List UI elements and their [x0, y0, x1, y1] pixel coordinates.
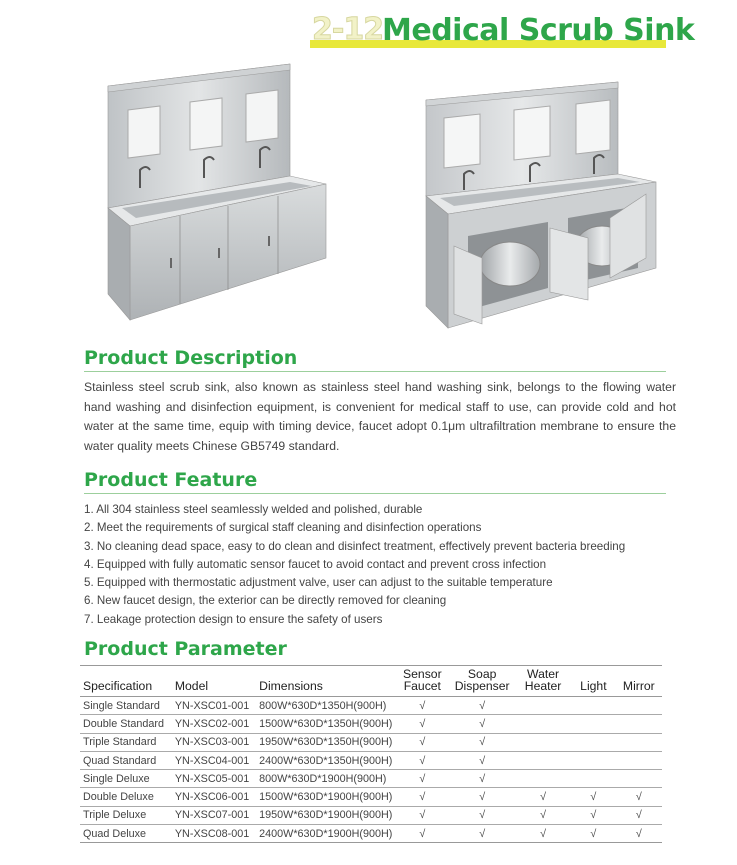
cell-sensor-faucet: √: [395, 697, 449, 715]
cell-soap-dispenser: √: [449, 715, 515, 733]
cell-specification: Quad Deluxe: [80, 825, 172, 843]
cell-soap-dispenser: √: [449, 825, 515, 843]
cell-dimensions: 1500W*630D*1900H(900H): [256, 788, 395, 806]
cell-specification: Single Deluxe: [80, 770, 172, 788]
feature-item: 5. Equipped with thermostatic adjustment valve, user can adjust to the suitable temperature: [84, 576, 553, 590]
cell-water-heater: √: [515, 825, 571, 843]
col-sensor-line1: Sensor: [403, 667, 442, 681]
cell-light: √: [571, 806, 616, 824]
table-row: [80, 788, 662, 806]
col-light: Light: [571, 666, 616, 697]
feature-item: 1. All 304 stainless steel seamlessly welded and polished, durable: [84, 503, 423, 516]
cell-sensor-faucet: √: [395, 751, 449, 769]
col-soap-line1: Soap: [467, 667, 497, 681]
cell-soap-dispenser: √: [449, 697, 515, 715]
table-row: [80, 770, 662, 788]
table-row: [80, 697, 662, 715]
cell-water-heater: [515, 733, 571, 751]
cell-water-heater: [515, 770, 571, 788]
cell-dimensions: 1950W*630D*1900H(900H): [256, 806, 395, 824]
cell-model: YN-XSC02-001: [172, 715, 256, 733]
cell-light: √: [571, 825, 616, 843]
description-text: Stainless steel scrub sink, also known as stainless steel hand washing sink, belongs to the flowing water hand washing and disinfection equipment, is convenient for medical staff to use, can provide cold and hot water at the same time, equip with timing device, faucet adopt 0.1μm ultrafiltration membrane to ensure the water quality meets Chinese GB5749 standard.: [84, 380, 676, 453]
three-station-scrub-sink-closed-icon: [100, 58, 340, 338]
cell-specification: Triple Standard: [80, 733, 172, 751]
cell-water-heater: [515, 751, 571, 769]
feature-item: 2. Meet the requirements of surgical staff cleaning and disinfection operations: [84, 521, 482, 535]
feature-item: 6. New faucet design, the exterior can be directly removed for cleaning: [84, 594, 447, 608]
feature-item: 7. Leakage protection design to ensure the safety of users: [84, 612, 383, 626]
three-station-scrub-sink-open-doors-icon: [418, 78, 668, 340]
cell-sensor-faucet: √: [395, 806, 449, 824]
cell-soap-dispenser: √: [449, 751, 515, 769]
cell-water-heater: [515, 697, 571, 715]
cell-specification: Quad Standard: [80, 751, 172, 769]
description-divider: [84, 371, 666, 372]
cell-mirror: [616, 751, 662, 769]
cell-mirror: [616, 697, 662, 715]
cell-dimensions: 1500W*630D*1350H(900H): [256, 715, 395, 733]
cell-water-heater: √: [515, 788, 571, 806]
cell-light: [571, 751, 616, 769]
col-sensor-faucet: [395, 666, 449, 697]
cell-soap-dispenser: √: [449, 788, 515, 806]
cell-specification: Triple Deluxe: [80, 806, 172, 824]
table-row: [80, 825, 662, 843]
col-specification: Specification: [80, 666, 172, 697]
cell-sensor-faucet: √: [395, 715, 449, 733]
col-sensor-line2: Faucet: [403, 679, 441, 693]
feature-item: 3. No cleaning dead space, easy to do clean and disinfect treatment, effectively prevent bacteria breeding: [84, 539, 626, 553]
col-water-line1: Water: [527, 667, 560, 681]
cell-soap-dispenser: √: [449, 733, 515, 751]
cell-mirror: √: [616, 788, 662, 806]
feature-heading: Product Feature: [84, 469, 258, 491]
cell-mirror: [616, 715, 662, 733]
cell-dimensions: 800W*630D*1900H(900H): [256, 770, 395, 788]
cell-light: [571, 770, 616, 788]
cell-soap-dispenser: √: [449, 806, 515, 824]
table-row: [80, 751, 662, 769]
cell-soap-dispenser: √: [449, 770, 515, 788]
cell-mirror: [616, 770, 662, 788]
cell-light: [571, 733, 616, 751]
cell-specification: Double Deluxe: [80, 788, 172, 806]
feature-item: 4. Equipped with fully automatic sensor faucet to avoid contact and prevent cross infection: [84, 557, 547, 571]
cell-dimensions: 2400W*630D*1350H(900H): [256, 751, 395, 769]
cell-sensor-faucet: √: [395, 733, 449, 751]
cell-model: YN-XSC01-001: [172, 697, 256, 715]
cell-dimensions: 2400W*630D*1900H(900H): [256, 825, 395, 843]
cell-dimensions: 1950W*630D*1350H(900H): [256, 733, 395, 751]
cell-water-heater: √: [515, 806, 571, 824]
table-row: [80, 715, 662, 733]
cell-sensor-faucet: √: [395, 770, 449, 788]
cell-model: YN-XSC04-001: [172, 751, 256, 769]
cell-specification: Single Standard: [80, 697, 172, 715]
parameter-header-row: [80, 666, 662, 697]
col-soap-line2: Dispenser: [454, 679, 510, 693]
page-header: [310, 10, 695, 50]
col-mirror: Mirror: [616, 666, 662, 697]
cell-specification: Double Standard: [80, 715, 172, 733]
cell-model: YN-XSC06-001: [172, 788, 256, 806]
cell-light: [571, 715, 616, 733]
col-soap-dispenser: [449, 666, 515, 697]
page-title: Medical Scrub Sink: [382, 13, 695, 48]
cell-model: YN-XSC07-001: [172, 806, 256, 824]
description-heading: Product Description: [84, 347, 298, 369]
feature-divider: [84, 493, 666, 494]
cell-light: [571, 697, 616, 715]
cell-light: √: [571, 788, 616, 806]
col-water-heater: [515, 666, 571, 697]
cell-sensor-faucet: √: [395, 825, 449, 843]
cell-model: YN-XSC08-001: [172, 825, 256, 843]
table-row: [80, 733, 662, 751]
parameter-heading: Product Parameter: [84, 638, 287, 660]
cell-model: YN-XSC05-001: [172, 770, 256, 788]
col-water-line2: Heater: [524, 679, 562, 693]
cell-dimensions: 800W*630D*1350H(900H): [256, 697, 395, 715]
cell-sensor-faucet: √: [395, 788, 449, 806]
cell-mirror: √: [616, 806, 662, 824]
cell-mirror: [616, 733, 662, 751]
feature-list: [84, 501, 684, 629]
cell-mirror: √: [616, 825, 662, 843]
table-row: [80, 806, 662, 824]
cell-model: YN-XSC03-001: [172, 733, 256, 751]
parameter-table-body: [80, 697, 662, 843]
col-model: Model: [172, 666, 256, 697]
parameter-table: [80, 665, 662, 843]
header-number: 2-12: [312, 12, 384, 47]
cell-water-heater: [515, 715, 571, 733]
col-dimensions: Dimensions: [256, 666, 395, 697]
